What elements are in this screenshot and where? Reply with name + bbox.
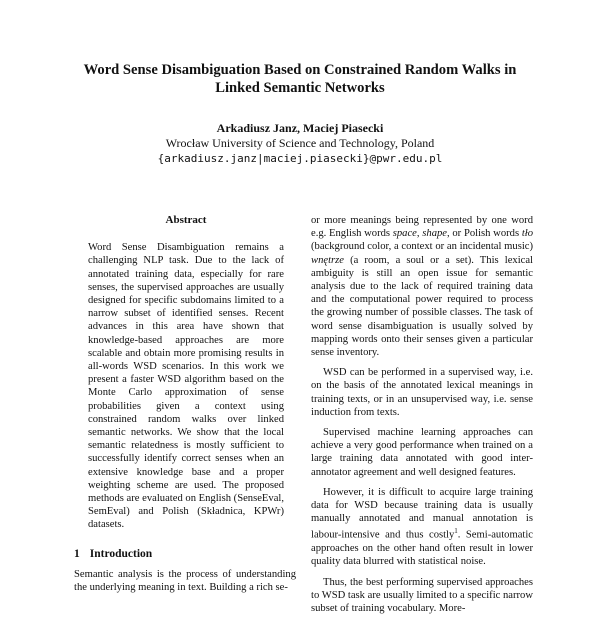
footnote-marker[interactable]: 1 xyxy=(454,527,458,536)
section-number: 1 xyxy=(74,548,80,560)
example-word: wnętrze xyxy=(311,254,344,266)
introduction-text: Semantic analysis is the process of understanding the underlying meaning in text. Building a rich se- xyxy=(74,569,296,594)
introduction-heading xyxy=(74,548,296,561)
paper-title-line-2: Linked Semantic Networks xyxy=(215,80,385,96)
author-block xyxy=(60,121,540,166)
paragraph-5: Thus, the best performing supervised approaches to WSD task are usually limited to a specific narrow subset of training vocabulary. More- xyxy=(311,576,533,615)
affiliation: Wrocław University of Science and Technology, Poland xyxy=(165,136,435,150)
abstract-heading: Abstract xyxy=(165,214,207,226)
author-names: Arkadiusz Janz, Maciej Piasecki xyxy=(216,121,384,135)
paragraph-4 xyxy=(311,486,533,569)
abstract-section xyxy=(88,214,284,532)
paragraph-1 xyxy=(311,214,533,359)
text-run: However, it is difficult to acquire large training data for WSD because training data is usually manually annotated and manual annotation is labour-intensive and thus costly xyxy=(311,486,533,541)
introduction-section xyxy=(74,548,296,595)
text-run: (background color, a context or an incidental music) xyxy=(311,241,533,253)
paper-title-line-1: Word Sense Disambiguation Based on Constrained Random Walks in xyxy=(83,62,517,78)
text-run: or more meanings being represented by one word e.g. English words xyxy=(311,215,533,240)
example-word: space xyxy=(392,228,417,240)
abstract-text: Word Sense Disambiguation remains a challenging NLP task. Due to the lack of annotated training data, especially for rare senses, the supervised approaches are usually designed for specific subdomains limited to a narrow subset of identified senses. Recent advances in this area have shown that knowledge-based approaches are more scalable and obtain more promising results in all-words WSD scenarios. In this work we present a faster WSD algorithm based on the Monte Carlo approximation of sense probabilities given a context using constrained random walks over linked semantic networks. We show that the local semantic relatedness is mostly sufficient to successfully identify correct senses when an extensive knowledge base and a proper weighting scheme are used. The proposed methods are evaluated on English (SenseEval, SemEval) and Polish (Składnica, KPWr) datasets. xyxy=(88,242,284,531)
right-column xyxy=(311,214,533,622)
text-run: , xyxy=(416,228,423,240)
text-run: . Semi-automatic approaches on the other hand often result in lower quality data blurred with statistical noise. xyxy=(311,530,533,568)
example-word: shape xyxy=(422,228,447,240)
text-run: (a room, a soul or a set). This lexical ambiguity is still an open issue for semantic analysis due to the lack of required training data and the computational power required to process the growing number of possible classes. The task of word sense disambiguation is usually solved by mapping words onto their senses given a particular sense inventory. xyxy=(311,254,533,359)
section-title: Introduction xyxy=(89,548,153,560)
paper-title xyxy=(60,61,540,97)
paragraph-2: WSD can be performed in a supervised way, i.e. on the basis of the annotated lexical meanings in training texts, or in an unsupervised way, i.e. sense induction from texts. xyxy=(311,367,533,418)
author-emails: {arkadiusz.janz|maciej.piasecki}@pwr.edu.pl xyxy=(157,152,443,165)
text-run: , or Polish words xyxy=(447,228,522,240)
example-word: tło xyxy=(521,228,533,240)
paragraph-3: Supervised machine learning approaches can achieve a very good performance when trained on a large training data annotated with good inter-annotator agreement and well designed features. xyxy=(311,427,533,478)
